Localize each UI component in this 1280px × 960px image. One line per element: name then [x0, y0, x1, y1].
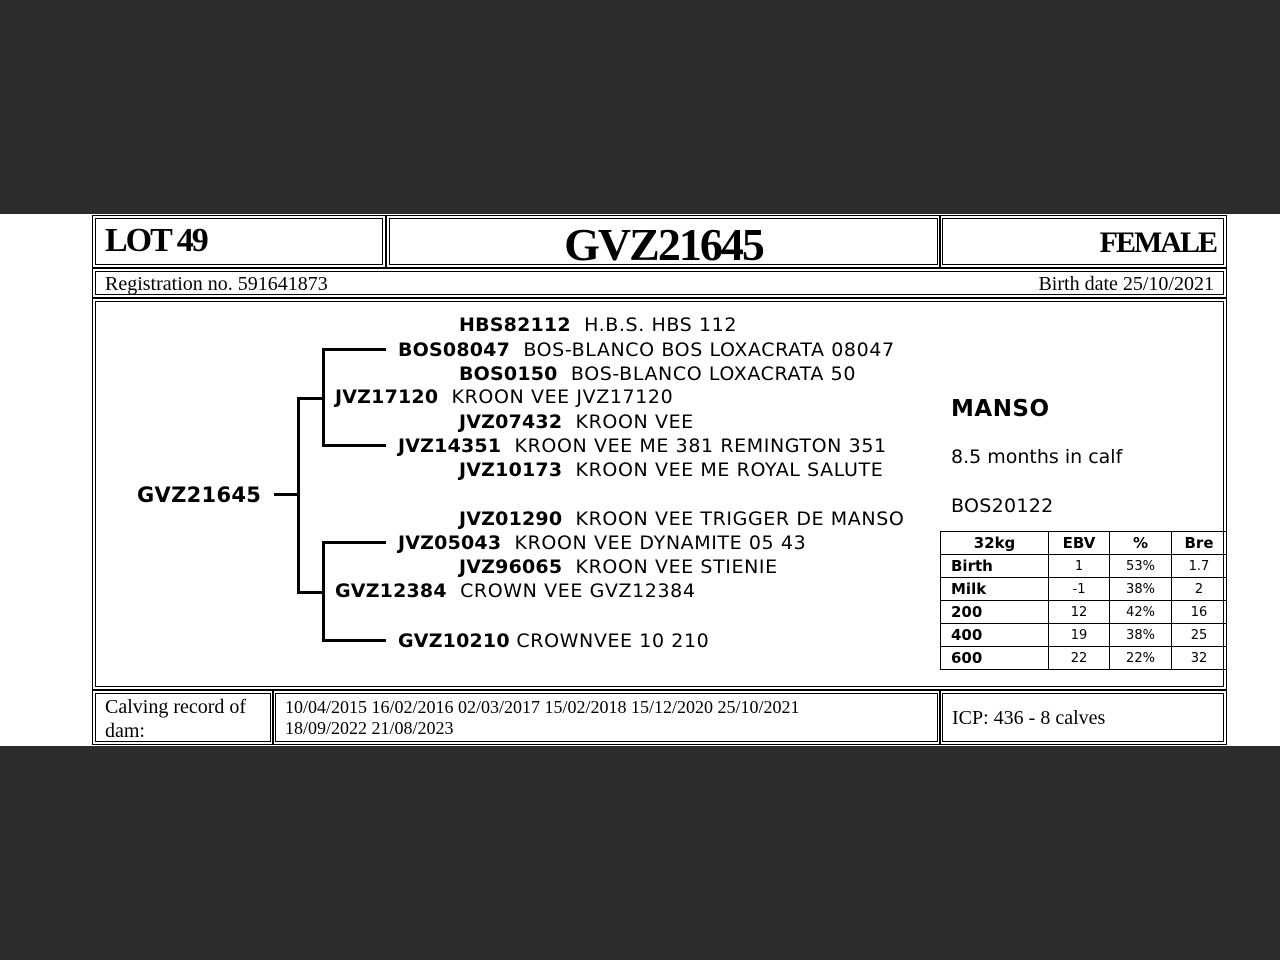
lot-cell: [92, 215, 386, 268]
ebv-value: 12: [1049, 601, 1110, 624]
sire-sire-stub: [322, 348, 386, 351]
sire-dam-stub: [322, 444, 386, 447]
ebv-header: EBV: [1049, 532, 1110, 555]
calving-label: Calving record of dam:: [105, 696, 247, 742]
sire-stub: [297, 397, 323, 400]
ebv-breed-avg: 1.7: [1172, 555, 1227, 578]
pedigree-sire: JVZ17120 KROON VEE JVZ17120: [335, 386, 674, 408]
ebv-breed-avg: 32: [1172, 647, 1227, 670]
ebv-accuracy: 22%: [1110, 647, 1172, 670]
registration-number: Registration no. 591641873: [105, 273, 328, 295]
pedigree-sire-dam-dam: JVZ10173 KROON VEE ME ROYAL SALUTE: [459, 459, 884, 481]
lot-card: [0, 214, 1280, 746]
pedigree-sire-sire-sire: HBS82112 H.B.S. HBS 112: [459, 314, 738, 336]
sex-cell: [939, 215, 1227, 268]
ebv-breed-avg: 2: [1172, 578, 1227, 601]
sex-label: FEMALE: [1099, 226, 1216, 259]
pedigree-dam-sire: JVZ05043 KROON VEE DYNAMITE 05 43: [398, 532, 807, 554]
ebv-accuracy: 38%: [1110, 624, 1172, 647]
ebv-trait: Birth: [941, 555, 1049, 578]
dam-dam-stub: [322, 639, 386, 642]
ebv-header: %: [1110, 532, 1172, 555]
birth-date: Birth date 25/10/2021: [1038, 273, 1214, 295]
ebv-header: 32kg: [941, 532, 1049, 555]
ebv-accuracy: 53%: [1110, 555, 1172, 578]
pedigree-sire-dam: JVZ14351 KROON VEE ME 381 REMINGTON 351: [398, 435, 887, 457]
ebv-row: [941, 647, 1227, 670]
ebv-value: 1: [1049, 555, 1110, 578]
icp-cell: [939, 690, 1227, 745]
ebv-value: 19: [1049, 624, 1110, 647]
pedigree-dam-sire-sire: JVZ01290 KROON VEE TRIGGER DE MANSO: [459, 508, 905, 530]
ebv-value: 22: [1049, 647, 1110, 670]
animal-id-title: GVZ21645: [564, 219, 763, 270]
ebv-row: [941, 555, 1227, 578]
breeder-name: MANSO: [951, 396, 1050, 422]
ebv-header: Bre: [1172, 532, 1227, 555]
ebv-breed-avg: 25: [1172, 624, 1227, 647]
icp-summary: ICP: 436 - 8 calves: [952, 707, 1106, 729]
ebv-trait: 400: [941, 624, 1049, 647]
ebv-row: [941, 601, 1227, 624]
dam-grandparents-vertical: [322, 541, 325, 642]
pedigree-dam-sire-dam: JVZ96065 KROON VEE STIENIE: [459, 556, 778, 578]
ebv-row: [941, 578, 1227, 601]
sire-grandparents-vertical: [322, 348, 325, 446]
calving-dates-line2: 18/09/2022 21/08/2023: [285, 718, 454, 738]
ebv-trait: 200: [941, 601, 1049, 624]
registration-row: [92, 268, 1227, 298]
dam-sire-stub: [322, 541, 386, 544]
pedigree-sire-sire: BOS08047 BOS-BLANCO BOS LOXACRATA 08047: [398, 339, 895, 361]
ebv-header-row: [941, 532, 1227, 555]
pedigree-dam-dam: GVZ10210 CROWNVEE 10 210: [398, 630, 710, 652]
ebv-breed-avg: 16: [1172, 601, 1227, 624]
service-sire: BOS20122: [951, 495, 1054, 517]
animal-id-cell: [386, 215, 941, 268]
calving-dates-cell: [272, 690, 941, 745]
pedigree-sire-sire-dam: BOS0150 BOS-BLANCO LOXACRATA 50: [459, 363, 857, 385]
pregnancy-status: 8.5 months in calf: [951, 446, 1123, 468]
pedigree-dam: GVZ12384 CROWN VEE GVZ12384: [335, 580, 696, 602]
pedigree-subject: GVZ21645: [137, 483, 262, 507]
ebv-accuracy: 42%: [1110, 601, 1172, 624]
pedigree-sire-dam-sire: JVZ07432 KROON VEE: [459, 411, 694, 433]
parents-vertical: [297, 397, 300, 594]
dam-stub: [297, 591, 323, 594]
ebv-value: -1: [1049, 578, 1110, 601]
ebv-trait: Milk: [941, 578, 1049, 601]
ebv-accuracy: 38%: [1110, 578, 1172, 601]
subject-connector: [274, 493, 298, 496]
lot-number: LOT 49: [105, 222, 207, 259]
calving-dates-line1: 10/04/2015 16/02/2016 02/03/2017 15/02/2018 15/12/2020 25/10/2021: [285, 697, 800, 717]
ebv-trait: 600: [941, 647, 1049, 670]
calving-label-cell: [92, 690, 274, 745]
ebv-row: [941, 624, 1227, 647]
ebv-table: [940, 531, 1227, 670]
